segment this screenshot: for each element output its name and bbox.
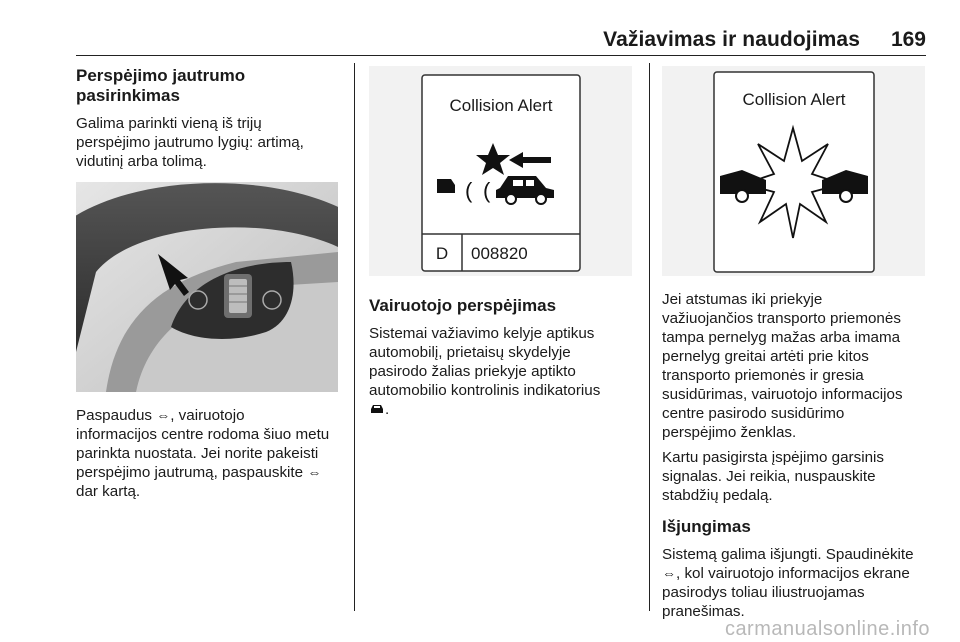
paragraph-line: stabdžių pedalą. bbox=[662, 487, 773, 504]
paragraph-line: perspėjimo jautrumą, paspauskite ⇔ bbox=[76, 464, 322, 481]
paragraph-line: tampa pernelyg mažas arba imama bbox=[662, 329, 901, 346]
paragraph-line: centre pasirodo susidūrimo bbox=[662, 405, 845, 422]
car-distance-icon: ⇔ bbox=[662, 565, 676, 581]
left-column-continued bbox=[76, 406, 351, 501]
display-title: Collision Alert bbox=[449, 96, 553, 115]
column-divider bbox=[649, 63, 650, 611]
paragraph-line: vidutinį arba tolimą. bbox=[76, 153, 207, 170]
paragraph-line: pasirodo žalias priekyje aptikto bbox=[369, 363, 576, 380]
svg-text:(: ( bbox=[465, 178, 473, 203]
paragraph-line: ⇔, kol vairuotojo informacijos ekrane bbox=[662, 565, 910, 582]
steering-wheel-photo bbox=[76, 182, 338, 392]
left-column bbox=[76, 66, 346, 171]
paragraph-line: transporto priemonės ir gresia bbox=[662, 367, 864, 384]
section-heading: Išjungimas bbox=[662, 517, 751, 536]
section-heading: Vairuotojo perspėjimas bbox=[369, 296, 557, 315]
vehicle-ahead-icon bbox=[369, 403, 385, 415]
paragraph-line: parinkta nuostata. Jei norite pakeisti bbox=[76, 445, 319, 462]
paragraph-line: Kartu pasigirsta įspėjimo garsinis bbox=[662, 449, 884, 466]
paragraph-line: važiuojančios transporto priemonės bbox=[662, 310, 901, 327]
watermark-logo: carmanualsonline.info bbox=[724, 618, 930, 640]
paragraph-line: perspėjimo jautrumo lygių: artimą, bbox=[76, 134, 304, 151]
header-rule bbox=[76, 55, 926, 56]
car-distance-icon: ⇔ bbox=[307, 464, 322, 480]
paragraph-line: susidūrimas, vairuotojo informacijos bbox=[662, 386, 903, 403]
collision-alert-figure-1 bbox=[369, 66, 632, 276]
figure-code-letter: D bbox=[435, 244, 449, 263]
paragraph-line: pranešimas. bbox=[662, 603, 745, 620]
paragraph-line: signalas. Jei reikia, nuspauskite bbox=[662, 468, 876, 485]
section-heading: pasirinkimas bbox=[76, 86, 180, 105]
figure-code: 008820 bbox=[471, 244, 528, 263]
arrow-left-icon bbox=[521, 157, 551, 163]
paragraph-line: informacijos centre rodoma šiuo metu bbox=[76, 426, 330, 443]
column-divider bbox=[354, 63, 355, 611]
steering-wheel-illustration bbox=[76, 182, 338, 392]
car-distance-icon: ⇔ bbox=[156, 407, 171, 423]
page-header-title: Važiavimas ir naudojimas bbox=[603, 28, 860, 51]
display-title: Collision Alert bbox=[742, 90, 846, 109]
paragraph-line: automobilį, prietaisų skydelyje bbox=[369, 344, 571, 361]
car-icon bbox=[437, 179, 455, 193]
paragraph-line: pernelyg greitai artėti prie kitos bbox=[662, 348, 869, 365]
paragraph-line: Sistemai važiavimo kelyje aptikus bbox=[369, 325, 595, 342]
page-number: 169 bbox=[890, 28, 926, 51]
paragraph-line: dar kartą. bbox=[76, 483, 141, 500]
paragraph-line: Jei atstumas iki priekyje bbox=[662, 291, 823, 308]
paragraph-line: Sistemą galima išjungti. Spaudinėkite bbox=[662, 546, 914, 563]
section-heading: Perspėjimo jautrumo bbox=[76, 66, 246, 85]
paragraph-line: pasirodys toliau iliustruojamas bbox=[662, 584, 865, 601]
paragraph-line: Paspaudus ⇔, vairuotojo bbox=[76, 407, 245, 424]
svg-text:(: ( bbox=[483, 178, 491, 203]
middle-column-text bbox=[369, 296, 639, 419]
paragraph-line: . bbox=[369, 400, 639, 419]
paragraph-line: perspėjimo ženklas. bbox=[662, 424, 797, 441]
paragraph-line: automobilio kontrolinis indikatorius bbox=[369, 382, 601, 399]
right-column-text bbox=[662, 290, 937, 621]
paragraph-line: Galima parinkti vieną iš trijų bbox=[76, 115, 262, 132]
collision-alert-figure-2 bbox=[662, 66, 925, 276]
